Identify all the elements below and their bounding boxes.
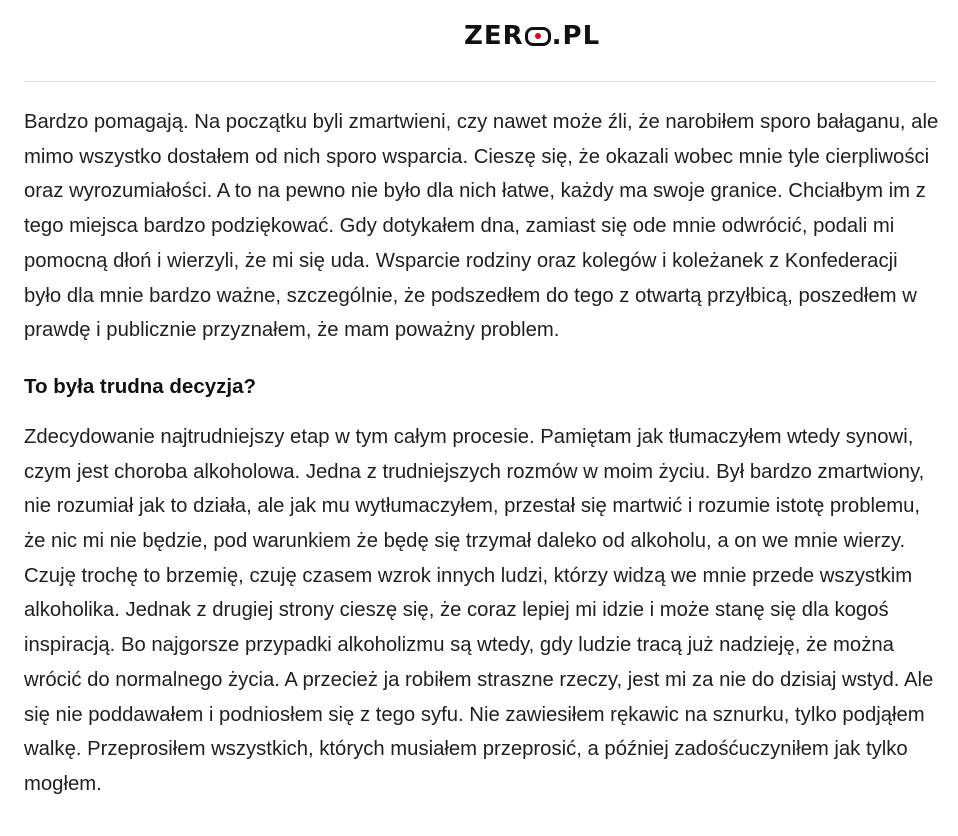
zero-pl-logo[interactable] xyxy=(464,19,600,53)
site-header xyxy=(0,0,958,82)
interview-question: To była trudna decyzja? xyxy=(24,374,256,398)
logo-text-suffix: .PL xyxy=(551,21,601,51)
logo-text-prefix: ZER xyxy=(464,21,524,51)
article-body xyxy=(24,105,939,802)
answer-paragraph-1: Bardzo pomagają. Na początku byli zmartwieni, czy nawet może źli, że narobiłem sporo bałaganu, ale mimo wszystko dostałem od nich sporo wsparcia. Cieszę się, że okazali wobec mnie tyle cierpliwości oraz wyrozumiałości. A to na pewno nie było dla nich łatwe, każdy ma swoje granice. Chciałbym im z tego miejsca bardzo podziękować. Gdy dotykałem dna, zamiast się ode mnie odwrócić, podali mi pomocną dłoń i wierzyli, że mi się uda. Wsparcie rodziny oraz kolegów i koleżanek z Konfederacji było dla mnie bardzo ważne, szczególnie, że podszedłem do tego z otwartą przyłbicą, poszedłem w prawdę i publicznie przyznałem, że mam poważny problem. xyxy=(24,111,939,342)
header-divider xyxy=(24,81,935,82)
logo-record-icon xyxy=(525,27,551,46)
answer-paragraph-2: Zdecydowanie najtrudniejszy etap w tym całym procesie. Pamiętam jak tłumaczyłem wtedy synowi, czym jest choroba alkoholowa. Jedna z trudniejszych rozmów w moim życiu. Był bardzo zmartwiony, nie rozumiał jak to działa, ale jak mu wytłumaczyłem, przestał się martwić i rozumie istotę problemu, że nic mi nie będzie, pod warunkiem że będę się trzymał daleko od alkoholu, a on we mnie wierzy. Czuję trochę to brzemię, czuję czasem wzrok innych ludzi, którzy widzą we mnie przede wszystkim alkoholika. Jednak z drugiej strony cieszę się, że coraz lepiej mi idzie i może stanę się dla kogoś inspiracją. Bo najgorsze przypadki alkoholizmu są wtedy, gdy ludzie tracą już nadzieję, że można wrócić do normalnego życia. A przecież ja robiłem straszne rzeczy, jest mi za nie do dzisiaj wstyd. Ale się nie poddawałem i podniosłem się z tego syfu. Nie zawiesiłem rękawic na sznurku, tylko podjąłem walkę. Przeprosiłem wszystkich, których musiałem przeprosić, a później zadośćuczyniłem jak tylko mogłem. xyxy=(24,425,934,795)
